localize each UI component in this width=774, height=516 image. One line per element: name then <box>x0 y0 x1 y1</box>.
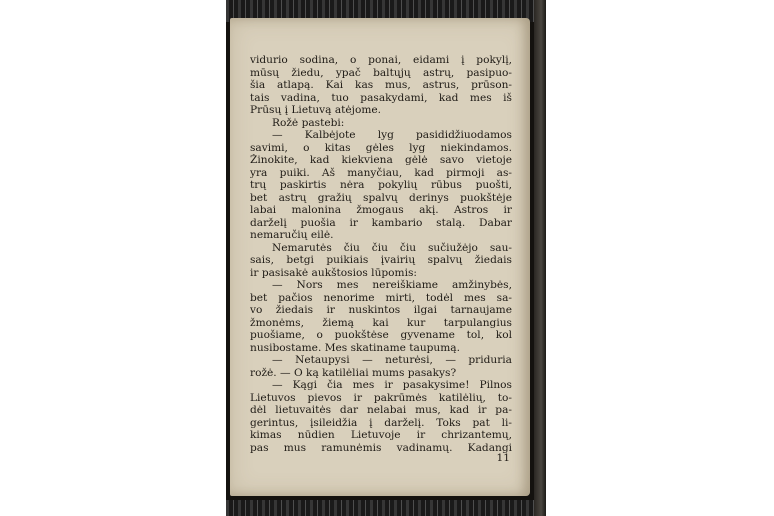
text-line: vidurio sodina, o ponai, eidami į pokylį, <box>250 54 512 66</box>
page-body-text <box>250 54 512 454</box>
text-line: puošiame, o puokštėse gyvename tol, kol <box>250 329 512 341</box>
text-line: Žinokite, kad kiekviena gėlė savo vietoje <box>250 154 512 166</box>
text-line: gerintus, įsileidžia į darželį. Toks pat li- <box>250 416 512 429</box>
cover-edge-bottom <box>226 500 546 516</box>
text-line: ir pasisakė aukštosios lūpomis: <box>250 266 417 279</box>
text-line: šia atlapą. Kai kas mus, astrus, prūson- <box>250 79 512 91</box>
text-line: trų paskirtis nėra pokylių rūbus puošti, <box>250 179 512 191</box>
text-line: Lietuvos pievos ir pakrūmės katilėlių, to- <box>250 391 512 404</box>
text-line: Prūsų į Lietuvą atėjome. <box>250 104 382 116</box>
text-line: žmonėms, žiemą kai kur tarpulangius <box>250 316 512 329</box>
text-line: savimi, o kitas gėles lyg niekindamos. <box>250 141 512 154</box>
text-line: kimas nūdien Lietuvoje ir chrizantemų, <box>250 429 512 441</box>
text-line: labai malonina žmogaus akį. Astros ir <box>250 204 512 216</box>
text-line: yra puiki. Aš manyčiau, kad pirmoji as- <box>250 166 512 179</box>
text-line: bet pačios nenorime mirti, todėl mes sa- <box>250 291 512 304</box>
text-line: Rožė pastebi: <box>272 116 345 129</box>
text-line: pas mus ramunėmis vadinamų. Kadangi <box>250 441 512 454</box>
text-line: rožė. — O ką katilėliai mums pasakys? <box>250 366 457 379</box>
page-number: 11 <box>496 452 510 464</box>
text-line: Nemarutės čiu čiu čiu sučiužėjo sau- <box>272 241 512 254</box>
text-line: nusibostame. Mes skatiname taupumą. <box>250 341 460 354</box>
text-line: — Netaupysi — neturėsi, — priduria <box>272 354 512 366</box>
text-line: dėl lietuvaitės dar nelabai mus, kad ir pa- <box>250 404 512 416</box>
text-line: darželį puošia ir kambario stalą. Dabar <box>250 216 512 229</box>
text-line: tais vadina, tuo pasakydami, kad mes iš <box>250 91 512 104</box>
book-page <box>230 18 530 496</box>
text-line: — Kągi čia mes ir pasakysime! Pilnos <box>272 379 512 391</box>
text-line: mūsų žiedu, ypač baltųjų astrų, pasipuo- <box>250 66 512 79</box>
text-line: sais, betgi puikiais įvairių spalvų žiedais <box>250 254 512 266</box>
text-line: — Nors mes nereiškiame amžinybės, <box>272 279 512 291</box>
text-line: vo žiedais ir nuskintos ilgai tarnaujame <box>250 304 512 316</box>
text-line: bet astrų gražių spalvų derinys puokštėje <box>250 191 512 204</box>
scanned-book <box>226 0 546 516</box>
text-line: — Kalbėjote lyg pasididžiuodamos <box>272 129 512 141</box>
book-edge <box>534 0 546 516</box>
text-line: nemaručių eilė. <box>250 229 334 241</box>
